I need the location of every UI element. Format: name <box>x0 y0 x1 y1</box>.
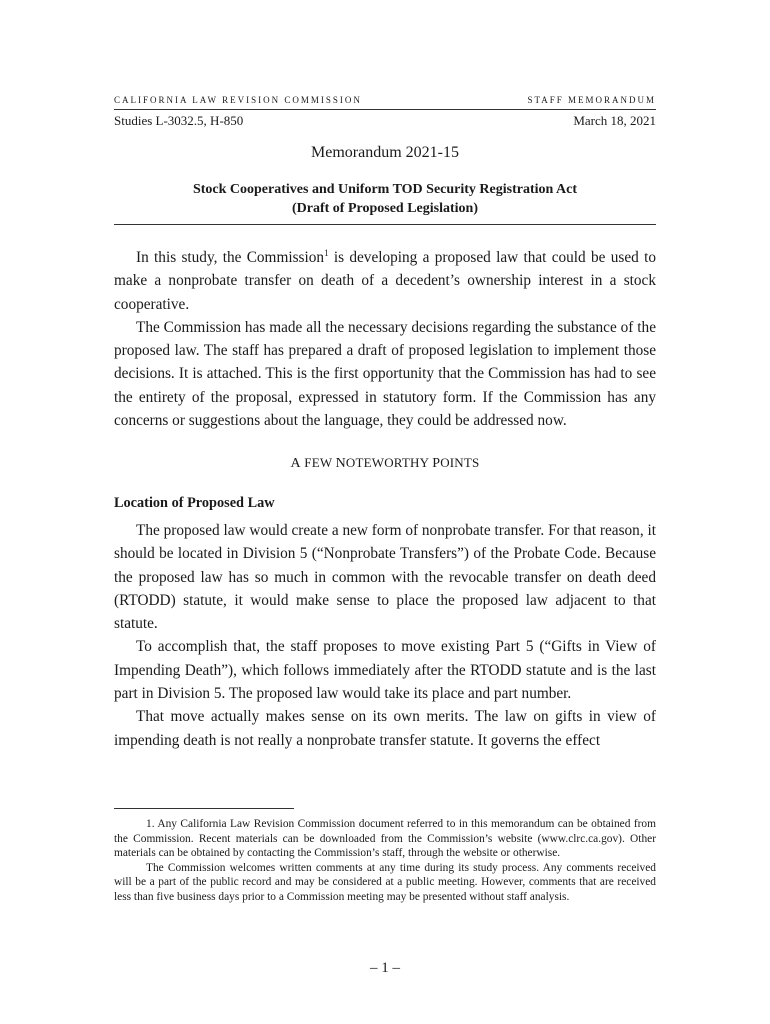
heading-cap-n: N <box>335 456 346 472</box>
memo-date: March 18, 2021 <box>573 113 656 128</box>
intro-paragraph-2: The Commission has made all the necessary decisions regarding the substance of the proposed law. The staff has prepared a draft of proposed legislation to implement those decisions. It is attached. This is the first opportunity that the Commission has had to see the entirety of the proposal, expressed in statutory form. If the Commission has any concerns or suggestions about the language, they could be addressed now. <box>114 318 656 430</box>
footnote <box>114 817 656 904</box>
footnote-paragraph-1: 1. Any California Law Revision Commission document referred to in this memorandum can be obtained from the Commission. Recent materials can be downloaded from the Commission’s website (www.clrc.ca.gov). Other materials can be obtained by contacting the Commission’s staff, through the website or otherwise. <box>114 818 656 859</box>
heading-part-f: F <box>300 455 312 471</box>
study-numbers: Studies L-3032.5, H-850 <box>114 113 244 128</box>
heading-part-noteworthy: OTEWORTHY <box>345 455 433 471</box>
intro-text-start: In this study, the Commission <box>136 249 325 266</box>
memo-title <box>114 180 656 225</box>
footnote-ref: 1 <box>324 247 329 258</box>
letterhead <box>114 95 656 110</box>
footnote-divider <box>114 808 294 809</box>
heading-cap-a: A <box>290 456 301 472</box>
memo-number: Memorandum 2021-15 <box>311 144 459 161</box>
subsection-heading: Location of Proposed Law <box>114 494 275 511</box>
heading-part-points: OINTS <box>440 455 480 471</box>
title-line-2: (Draft of Proposed Legislation) <box>292 201 478 216</box>
page-number: – 1 – <box>370 960 400 976</box>
section-heading <box>114 451 656 475</box>
memo-body <box>114 246 656 752</box>
heading-part-few: EW <box>311 455 336 471</box>
commission-name: CALIFORNIA LAW REVISION COMMISSION <box>114 95 362 105</box>
header-meta <box>114 113 656 129</box>
heading-cap-p: P <box>432 456 441 472</box>
document-type: STAFF MEMORANDUM <box>527 95 656 105</box>
location-paragraph-1: The proposed law would create a new form of nonprobate transfer. For that reason, it should be located in Division 5 (“Nonprobate Transfers”) of the Probate Code. Because the proposed law has so much in common with the revocable transfer on death deed (RTODD) statute, it would make sense to place the proposed law adjacent to that statute. <box>114 521 656 633</box>
intro-text-end: is developing a proposed law that could be used to make a nonprobate transfer on death of a decedent’s ownership interest in a stock cooperative. <box>114 249 656 313</box>
intro-paragraph-1 <box>114 246 656 316</box>
footnote-paragraph-2: The Commission welcomes written comments at any time during its study process. Any comments received will be a part of the public record and may be considered at a public meeting. However, comments that are received less than five business days prior to a Commission meeting may be presented without staff analysis. <box>114 861 656 903</box>
location-paragraph-3: That move actually makes sense on its own merits. The law on gifts in view of impending death is not really a nonprobate transfer statute. It governs the effect <box>114 708 656 749</box>
location-paragraph-2: To accomplish that, the staff proposes to move existing Part 5 (“Gifts in View of Impending Death”), which follows immediately after the RTODD statute and is the last part in Division 5. The proposed law would take its place and part number. <box>114 638 656 703</box>
title-line-1: Stock Cooperatives and Uniform TOD Security Registration Act <box>192 182 578 197</box>
